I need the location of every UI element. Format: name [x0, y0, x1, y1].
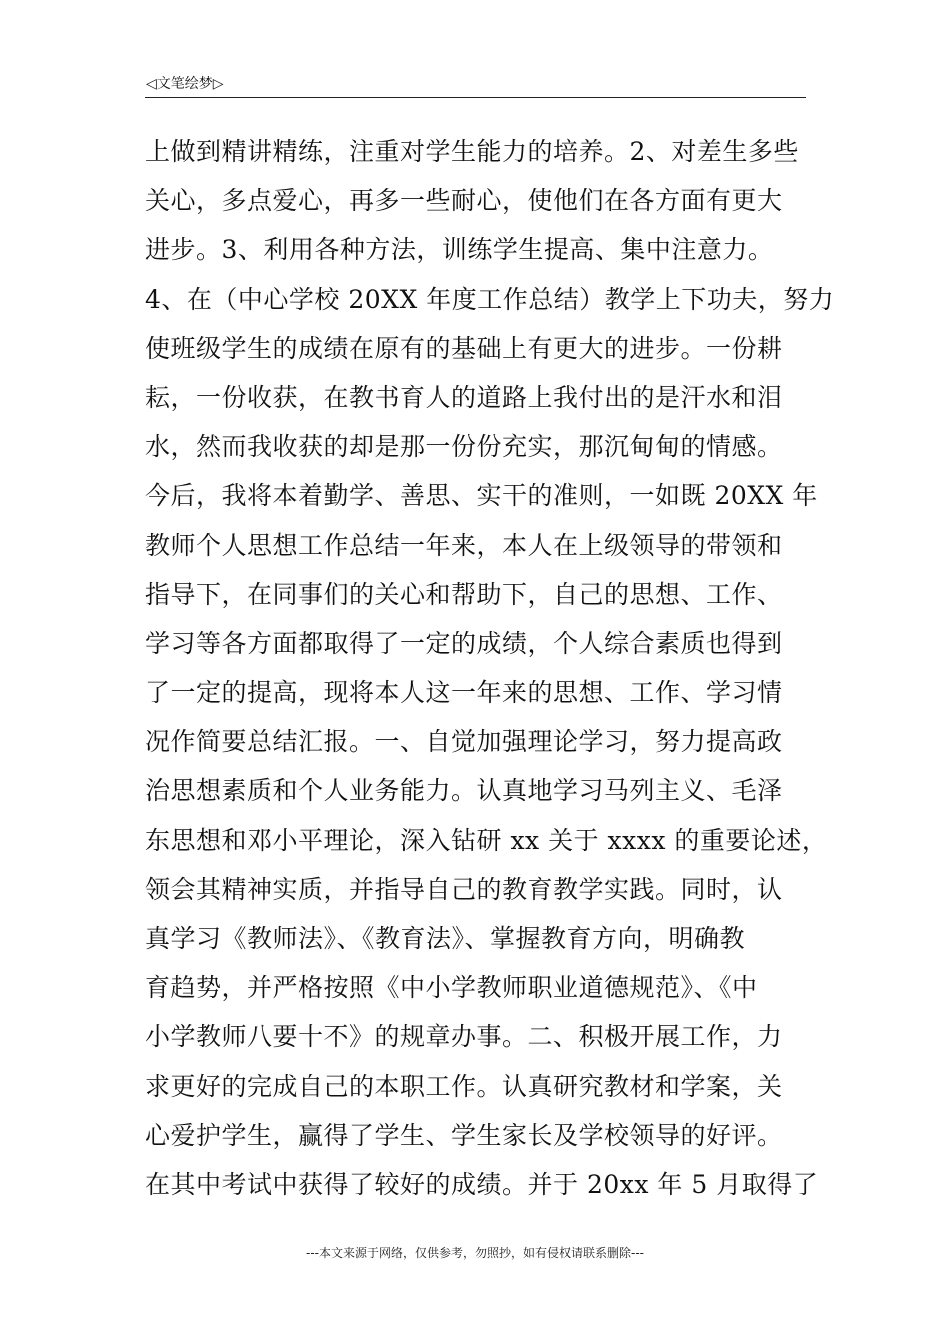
- text-line: 耘，一份收获，在教书育人的道路上我付出的是汗水和泪: [145, 382, 783, 412]
- text-line: 学习等各方面都取得了一定的成绩，个人综合素质也得到: [145, 628, 783, 658]
- text-line: 教师个人思想工作总结一年来，本人在上级领导的带领和: [145, 530, 783, 560]
- text-line: 关心，多点爱心，再多一些耐心，使他们在各方面有更大: [145, 186, 783, 216]
- text-line: 上做到精讲精练，注重对学生能力的培养。2、对差生多些: [145, 137, 799, 166]
- text-line: 进步。3、利用各种方法，训练学生提高、集中注意力。: [145, 235, 774, 265]
- page-footer-notice: ---本文来源于网络，仅供参考，勿照抄，如有侵权请联系删除---: [306, 1246, 644, 1260]
- text-line: 了一定的提高，现将本人这一年来的思想、工作、学习情: [145, 678, 783, 708]
- text-line: 指导下，在同事们的关心和帮助下，自己的思想、工作、: [145, 579, 783, 609]
- text-line: 真学习《教师法》、《教育法》、掌握教育方向，明确教: [145, 924, 746, 953]
- text-line: 求更好的完成自己的本职工作。认真研究教材和学案，关: [145, 1071, 783, 1101]
- text-line: 水，然而我收获的却是那一份份充实，那沉甸甸的情感。: [145, 432, 783, 462]
- text-line: 治思想素质和个人业务能力。认真地学习马列主义、毛泽: [145, 776, 783, 806]
- page-header: ◁文笔绘梦▷: [146, 76, 224, 92]
- header-divider: [145, 97, 806, 98]
- text-line: 在其中考试中获得了较好的成绩。并于 20xx 年 5 月取得了: [145, 1169, 819, 1199]
- text-line: 育趋势，并严格按照《中小学教师职业道德规范》、《中: [145, 973, 758, 1003]
- text-line: 东思想和邓小平理论，深入钻研 xx 关于 xxxx 的重要论述，: [145, 825, 828, 855]
- text-line: 领会其精神实质，并指导自己的教育教学实践。同时，认: [145, 874, 783, 904]
- text-line: 小学教师八要十不》的规章办事。二、积极开展工作，力: [145, 1022, 783, 1052]
- text-line: 使班级学生的成绩在原有的基础上有更大的进步。一份耕: [145, 333, 783, 363]
- text-line: 今后，我将本着勤学、善思、实干的准则，一如既 20XX 年: [145, 481, 818, 511]
- text-line: 心爱护学生，赢得了学生、学生家长及学校领导的好评。: [145, 1120, 783, 1150]
- document-body: [145, 127, 845, 1209]
- text-line: 4、在（中心学校 20XX 年度工作总结）教学上下功夫，努力: [145, 284, 835, 314]
- text-line: 况作简要总结汇报。一、自觉加强理论学习，努力提高政: [145, 727, 783, 757]
